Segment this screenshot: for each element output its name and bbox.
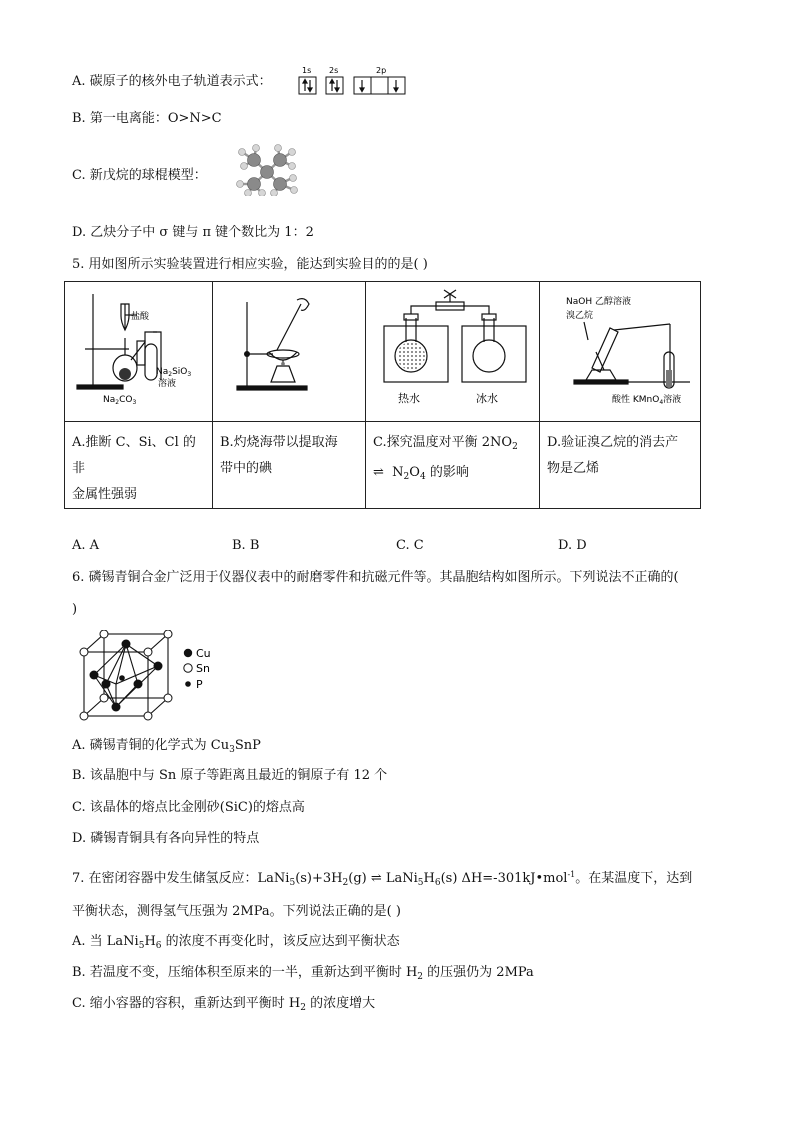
- neopentane-ball-stick-model: [222, 142, 300, 196]
- legend-cu: Cu: [196, 647, 211, 660]
- q5-answer-a: A. A: [72, 538, 100, 553]
- caption-d: D.验证溴乙烷的消去产 物是乙烯: [540, 422, 701, 509]
- label-na2sio3: $Na_2SiO_3$: [156, 367, 192, 378]
- apparatus-d: [540, 282, 701, 422]
- label-kmno4: 酸性 KMnO$_4$溶液: [612, 395, 682, 406]
- q6-stem-line2: ): [72, 602, 78, 617]
- orbital-diagram: [296, 64, 416, 98]
- label-na2co3: $Na_2CO_3$: [103, 395, 137, 406]
- q5-apparatus-table: [64, 281, 701, 509]
- caption-b: B.灼烧海带以提取海 带中的碘: [213, 422, 366, 509]
- apparatus-b-drawing: [213, 282, 365, 417]
- apparatus-c-drawing: [366, 282, 539, 417]
- label-hcl: 盐酸: [131, 312, 150, 322]
- q5-stem: 5. 用如图所示实验装置进行相应实验，能达到实验目的的是( ): [72, 257, 428, 272]
- orbital-label-1s: 1s: [302, 66, 312, 75]
- q6-option-d: D. 磷锡青铜具有各向异性的特点: [72, 831, 260, 846]
- q7-option-c: C. 缩小容器的容积，重新达到平衡时 $H_2$ 的浓度增大: [72, 996, 376, 1013]
- electron-arrows: [303, 80, 398, 92]
- label-naoh-ethanol: NaOH 乙醇溶液: [566, 297, 631, 307]
- q4-option-b: B. 第一电离能：O>N>C: [72, 111, 222, 126]
- caption-a: A.推断 C、Si、Cl 的非 金属性强弱: [65, 422, 213, 509]
- legend-sn: Sn: [196, 662, 210, 675]
- q5-answer-options: [72, 538, 712, 556]
- q7-option-a: A. 当 $LaNi_5H_6$ 的浓度不再变化时，该反应达到平衡状态: [72, 934, 400, 951]
- apparatus-c: [366, 282, 540, 422]
- q6-option-c: C. 该晶体的熔点比金刚砂(SiC)的熔点高: [72, 800, 305, 815]
- q7-stem-line1: 7. 在密闭容器中发生储氢反应：$LaNi_5(s)+3H_2(g)$ ⇌ $LaNi_5H_6(s)$ ΔH=-301kJ•mol$^{-1}$。在某温度下，达到: [72, 870, 693, 888]
- orbital-label-2p: 2p: [376, 66, 387, 75]
- q4-option-a: A. 碳原子的核外电子轨道表示式：: [72, 74, 272, 89]
- orbital-label-2s: 2s: [329, 66, 339, 75]
- label-hot-water: 热水: [398, 392, 420, 405]
- q6-option-a: A. 磷锡青铜的化学式为 $Cu_3SnP$: [72, 738, 261, 755]
- apparatus-b: [213, 282, 366, 422]
- apparatus-a-drawing: [65, 282, 212, 417]
- q5-answer-b: B. B: [232, 538, 260, 553]
- q5-answer-d: D. D: [558, 538, 587, 553]
- q7-option-b: B. 若温度不变，压缩体积至原来的一半，重新达到平衡时 $H_2$ 的压强仍为 2MPa: [72, 965, 534, 982]
- q4-option-d: D. 乙炔分子中 σ 键与 π 键个数比为 1：2: [72, 225, 314, 240]
- label-solution: 溶液: [158, 379, 177, 389]
- legend-p: P: [196, 678, 203, 691]
- apparatus-d-drawing: [540, 282, 700, 417]
- q5-answer-c: C. C: [396, 538, 424, 553]
- label-ice-water: 冰水: [476, 392, 498, 405]
- apparatus-a: [65, 282, 213, 422]
- q7-stem-line2: 平衡状态，测得氢气压强为 2MPa。下列说法正确的是( ): [72, 904, 401, 919]
- caption-c: C.探究温度对平衡 $2NO_2$ ⇌ $N_2O_4$ 的影响: [366, 422, 540, 509]
- crystal-cell-diagram: [78, 630, 228, 722]
- label-bromoethane: 溴乙烷: [566, 311, 594, 321]
- q6-stem-line1: 6. 磷锡青铜合金广泛用于仪器仪表中的耐磨零件和抗磁元件等。其晶胞结构如图所示。下列说法不正确的(: [72, 570, 679, 585]
- q6-option-b: B. 该晶胞中与 Sn 原子等距离且最近的铜原子有 12 个: [72, 768, 388, 783]
- q4-option-c: C. 新戊烷的球棍模型：: [72, 168, 207, 183]
